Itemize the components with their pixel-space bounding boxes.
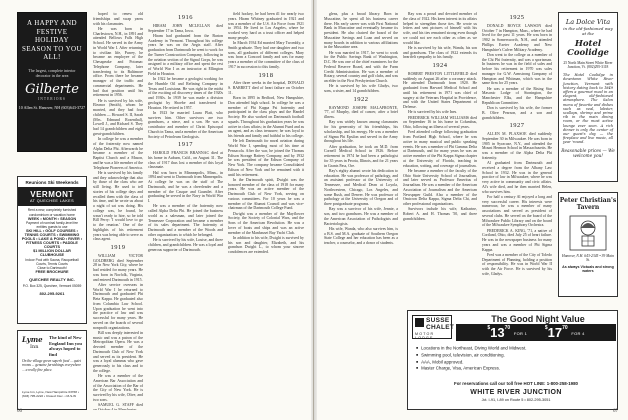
- susse-headline: The Good Night Value: [491, 314, 585, 324]
- lyme-inn-ad[interactable]: [17, 330, 87, 410]
- obituary-paragraph: After graduation, he took an M.D. from Cornell Medical School in 1926. Before retirement in 1974 he had been a pathologist for 35 years in Peoria, Illinois, and for 21 years in Grants Pass, Ore.: [324, 144, 398, 168]
- obituary-paragraph: In March 1934 Ed married Mary Twombly, a Smith graduate. They had one daughter and two sons, all graduates of different colleges. Mary was from a Concord family and was for many years a member of the committee of the class of 1917 in succession to this family.: [228, 41, 304, 69]
- price-1-cents: 70: [504, 325, 511, 331]
- obituary-paragraph: He was married in 1917, he went to work for the Public Savings Bank of Washington, D.C. He was one of the chief examiners for the Federal Reserve Board, and with the Farm Credit Administration. He was a member of Rotary, several country and golf clubs, and was an elder in the First Presbyterian Church.: [324, 50, 398, 83]
- coolidge-line-2: in the old-fashioned way at the: [563, 26, 613, 36]
- quechee-address: P.O. Box 325, Quechee, Vermont 05059: [22, 283, 82, 288]
- obituary-paragraph: He was a member of the American Bar Association and of the Association of the Bar of the City of New York. He is survived by his wife, Olive, and two sons.: [93, 374, 143, 402]
- obituary-paragraph: After service overseas in World War I he returned to Dartmouth and graduated Phi Beta Kappa. He graduated also from Columbia Law School. Upon graduation he went into the practice of law and was successful for many years. He served on the boards of several nonprofit organizations.: [93, 282, 143, 330]
- obituary-paragraph: He is survived by his family and they acknowledge that also by those of the class who are still living. He used to tell stories of his college days and recalled them with the class of his time, and he wrote us about a night of sat was doing. His college was, he found, he wasn't ready to hire, so he told Bill Perry: 'I would love to go to the reunion.' One of the highlights of his retirement years was being able to serve as class agent.: [93, 170, 143, 242]
- quechee-body-8: FREE BROCHURE: [35, 269, 69, 274]
- gilberte-logo: Gilberte: [25, 81, 79, 97]
- susse-feature: ■ Master Charge, Visa, American Express.: [416, 365, 616, 372]
- quechee-body-6: Indoor Pool with Sauna, Racquetball Courts, Tennis Courts: [25, 257, 79, 266]
- susse-location: WHITE RIVER JUNCTION: [470, 389, 562, 396]
- gilberte-address: 10 Allen St. Hanover, NH (603)643-3727: [18, 104, 86, 110]
- class-year-heading: 1922: [353, 95, 369, 103]
- obituary-paragraph: He became a member of the faculty of the Ohio State University School of Journalism, and later served as Professor Emeritus of Journalism. He was a member of the American Association of Journalism and the American Newspaper Guild. Also a member of the Omicron Delta Kappa, Sigma Delta Chi, and other professional organizations.: [403, 168, 477, 206]
- obituary-paragraph: His wife, Wanda, who also survives him, is a B.S. and M.A. graduate of Southern Oregon State College and her education has been as a teacher, a counselor, and a donor of students.: [324, 226, 398, 245]
- obituary-paragraph: In 1922 he became a geologist working for the Humble Oil and Refining Company in Texas and Louisiana. He was right in the midst of the exciting oil discovery times of the 1920s and 1930s. In 1939 he was made a division geologist by Shoebe and transferred to Houston. He retired in 1957.: [148, 77, 223, 110]
- price-2-dollars: 17: [547, 325, 563, 340]
- obituary-paragraph: He was a member of the fraternity now called Alpha Delta Phi. He joined the business world as a salesman, and later joined the Tennessee Corporation and became a member of its sales department. The fraternity at Dartmouth and a member of the Woods and other organizations to which he belonged.: [148, 204, 223, 237]
- quechee-body-7: Close to Dartmouth!: [37, 265, 67, 270]
- obituary-paragraph: He was born in Charlestown, N.H., in 1891 and attended Bellows Falls High School. He served in the Army in World War I. After returning to civilian life, Purrey, he became an employee of the Chesapeake and Potomac Telephone Company, later transferring to its Baltimore office. From there he became manager of the traffic and commercial departments. He had that position until his retirement in 1956.: [93, 26, 143, 98]
- peter-title: Peter Christian's Tavern: [559, 197, 617, 211]
- obituary-paragraph: Don went to the college as a member of the Chi Phi fraternity, and was a sportsman. In business he was in the field of sales and before his retirement in 1970 was sales manager for G.W. Armstrong Company of Hampton and Whitman, which was in the same firm for 25 years.: [482, 52, 552, 86]
- quechee-ad[interactable]: [17, 176, 87, 324]
- susse-chalet-logo: [412, 315, 455, 340]
- gilberte-headline: A HAPPY AND FESTIVE HOLIDAY SEASON TO YOU ALL!: [22, 19, 82, 61]
- coolidge-name: Hotel Coolidge: [567, 38, 609, 58]
- quechee-body-4: SKI HILL • GOLF COURSES • TENNIS COURTS • SWIMMING POOLS • LAKE & POND • RIVER • FITNESS COURTS • PADDLE COURTS: [21, 228, 83, 250]
- quechee-banner-small: AT QUECHEE LAKES: [29, 199, 75, 204]
- coolidge-address: 25 North Main Street White River Junction, Vt. (802)295-3118: [563, 60, 613, 69]
- obituary-paragraph: He left Dartmouth for naval aviation during World War I, spending most of his time at Pensacola. After the war, he joined the Thomas Edison Storage Battery Company, and by 1932 he was president of the Edison Company of New York. The company became Consolidated Edison of New York and he remained with it until his retirement.: [228, 139, 304, 177]
- obituary-paragraph: ROBERT PRESTON LITTLEFIELD died suddenly on August 26 after a coronary attack. He attended Dartmouth from 1920. He graduated from Harvard Medical School and until his retirement in 1971 was chief of surgery at the Veterans Hospital in Providence, and with the United States Department of Defense.: [403, 71, 477, 109]
- left-column-4: [228, 12, 304, 410]
- obituary-paragraph: He is survived by his wife, Wanda, his son and grandsons. The class of 1922 extends its heartfelt sympathy to his family.: [403, 45, 477, 60]
- gilberte-logo-sub: INTERIORS: [38, 96, 66, 101]
- class-year-heading: 1916: [178, 14, 193, 21]
- gilberte-ad[interactable]: [17, 12, 87, 152]
- susse-logo-top: SUSSE: [426, 317, 450, 324]
- price-2-label: FOR 4: [571, 331, 585, 337]
- obituary-paragraph: HIRAM JOHN MCLELLAN died September 17 in Tama, Iowa.: [148, 23, 223, 33]
- quechee-phone: 802-295-9261: [39, 291, 65, 296]
- obituary-paragraph: RAYMOND JOSEPH MALAFRONTE, '77, of Murphy, died of cancer, after a brief illness.: [324, 105, 398, 119]
- obituary-paragraph: FREDERICK WILLIAM WILLIAMS died on September 16 in his home in Columbus, Ohio, following an illness of several years.: [403, 115, 477, 129]
- obituary-paragraph: He was a member of the Rising Star Masonic Lodge of Stonington, the Manchester Elks, and the Hampshire Republican Committee.: [482, 86, 552, 105]
- lyme-headline: The kind of New England Inn you always hoped to find: [49, 335, 82, 357]
- obituary-paragraph: In addition to his wife, Dwight is survived by his son and daughter, Elizabeth, and his grandson Dwight L., to whom your sincere condolences are extended.: [228, 235, 304, 254]
- lyme-copy: On the village green superb food ... quiet rooms ... genuine furnishings everywhere ... a really fine place.: [22, 359, 82, 372]
- peter-subtext: Hanover, N.H. 643-2345 • 39 Main St.: [562, 254, 614, 263]
- susse-feature: ■ Locations in the Northeast, Diving World and Midwest.: [416, 345, 616, 352]
- obituary-paragraph: In 1923 he married Laura Platt, who survives him. Other survivors are two grandsons, a niece, and a son. He was a contributor and member of Christ Episcopal Church in Tama, and a member of the American Society of Petroleum Geologists.: [148, 110, 223, 139]
- class-year-heading: 1927: [509, 122, 525, 130]
- obituary-paragraph: Ray was a survivor of his wife, Jennie, a son, and two grandsons. He was a member of the American Association of Pathologists and Bacteriologists.: [324, 207, 398, 226]
- quechee-top: Reunions Ski Weekends: [25, 180, 79, 185]
- obituary-paragraph: Ray's eighty alumni wrote his dedication to education. He was professor of pathology, and an assistant professor at the University of Tennessee, and Medical Dean at Loyola, Northwestern, Chicago, Los Angeles, and some Rush, and Denver. He was professor of pathology at the University of Oregon and of three postgraduate programs.: [324, 168, 398, 206]
- obituary-paragraph: He is survived by his wife Gladys, two sons, a sister, and 14 grandchildren.: [324, 84, 398, 93]
- obituary-paragraph: In the Dartmouth spirit, Dwight was the honored member of the class of 1918 for many years. He was an active member of the Dartmouth Club of New York, serving on various committees. For 10 years he was a member of the Alumni Council and was vice-chairman of the Dartmouth College Fund.: [228, 177, 304, 211]
- obituary-paragraph: Don is survived by his wife, the former B. Olive Pearson, and a son and grandchildren.: [482, 106, 552, 120]
- susse-prices: [456, 324, 616, 341]
- right-page-number: 67: [613, 409, 618, 414]
- obituary-paragraph: He is survived by his wife, Eleanor (Smith), whom he married, and they had four children — Howard S. II, Sarah (Mrs. Edmund Rosenthal), Lowell J., and Richard S. They had 14 grandchildren and eight great-grandchildren.: [93, 98, 143, 136]
- page-gutter: [311, 0, 317, 420]
- obituary-paragraph: Born in 1895 in Bedford, New Hampshire, Don attended high school. In college he was a member of Phi Kappa Psi fraternity and participated in the class plays and the Handel Society. He also worked on Dartmouth football squads. Throughout his graduation years he was active in class affairs; in the Alumni Fund and as an agent, and as class treasurer; he was loyal to his friends and family and faithful to his college.: [228, 96, 304, 138]
- quechee-company: QUECHEE REALTY INC.: [29, 276, 75, 282]
- hotel-coolidge-ad[interactable]: [558, 12, 618, 182]
- quechee-banner: [18, 187, 86, 206]
- right-page: [314, 0, 628, 420]
- coolidge-footer: Reasonable prices — We welcome you!: [561, 148, 615, 159]
- obituary-paragraph: Fred was a member of the City of Toledo Department of Planning, holding a position of responsibility. He was in World War II with the Air Force. He is survived by his wife, Gladys.: [482, 252, 552, 276]
- quechee-body-1: Rent a new, completely furnished condominium or vacation home: [27, 208, 77, 217]
- price-1-label: FOR 1: [513, 331, 528, 337]
- obituary-paragraph: He is survived by his wife, Louise, and three children, and grandchildren. He was a loyal and generous supporter of Dartmouth.: [148, 238, 223, 252]
- coolidge-body: The Hotel Coolidge in downtown White River Junction, Vermont with history dating back to 1849 offers a gourmet meal in an elegant, old-fashioned atmosphere. The Salon menu of favorite and dishes such as veal, lobster, scallops, shrimp and prime rib in the main dining room, or the most active lounge ever seen. A rich dinner is only the center of our guest's day — the fireplace and live music, all year 'round.: [563, 73, 613, 145]
- lyme-logo-inn: Inn: [30, 344, 39, 350]
- susse-address: Jct. I-91, I-89 on Route 5 • 802-295-3051: [481, 398, 551, 402]
- class-year-heading: 1917: [178, 141, 193, 149]
- chalet-icon: [415, 318, 424, 327]
- obituary-paragraph: Ray was widely known among classmates for his generosity of his friendships, his scholarship, and his energy. He was a member of Sigma Phi Epsilon and served in the Army throughout his life.: [324, 120, 398, 144]
- quechee-body-2: WEEK • MONTH • SEASON: [27, 216, 77, 221]
- susse-reservations: For reservations call our toll free HOT LINE: 1-800-258-1980: [454, 381, 578, 386]
- susse-feature: ■ Swimming pool, television, air conditioning.: [416, 352, 616, 359]
- quechee-body-3: Payment of nominal family-level fee entitles guests to use: [25, 220, 79, 229]
- right-column-2: [403, 12, 477, 305]
- lyme-inn-logo: [22, 335, 48, 355]
- obituary-paragraph: ALLEN M. PLAXSOE died suddenly September 30 in Milwaukee. He was born in 1905 in Syracuse, N.Y., and attended the Mount Hermon School in Massachusetts. He was a member of the Alpha Delta Phi fraternity.: [482, 132, 552, 160]
- obituary-paragraph: glens, plus a broad library. Born in Muscatine, he spent all his business career there. His early career was with First National Bank in Muscatine and eventually became its president. He also chaired the board of the Muscatine Savings and Loan and served on many boards in addition to various affiliations in the Muscatine area.: [324, 12, 398, 50]
- obituary-paragraph: Survivors include his wife, Katharine, Robert A. and H. Thomas '50, and three grandchildren.: [403, 207, 477, 221]
- class-year-heading: 1924: [432, 62, 448, 69]
- obituary-paragraph: For half a century Al enjoyed a long and very successful career. His interests were numerous; he was a member of many associations and served as president of several clubs. He served on the board of the Milwaukee Public Library and on the board of the Milwaukee Symphony Orchestra.: [482, 194, 552, 228]
- obituary-paragraph: He is survived by his wife Ines.: [408, 110, 458, 115]
- obituary-paragraph: Dwight was a member of the Mayflower Society, the Society of Colonial Wars, and the Sons of the American Revolution. He was a lover of boats and ships and was an active member of the Manhasset Bay Yacht Club.: [228, 211, 304, 235]
- susse-chalet-ad[interactable]: [407, 310, 618, 410]
- obituary-paragraph: Al graduated from Dartmouth and received a degree from the Albany Law School in 1932. He was in the general practice of law in Milwaukee, where he was very active in community and civic affairs. Al's wife died, and he then married Helen, who survives him.: [482, 161, 552, 194]
- obituary-paragraph: Ray was a proud and devoted member of the class of 1922. His keen interest in its affairs helped to strengthen those ties. He wrote us letters and sent pictures of himself with his wife, and his ties remained strong even though we could not see each other as often as we would like.: [403, 12, 477, 45]
- obituary-paragraph: DONALD BOYCE LAWSON died October 7 in Hampton, Mass., where he had lived for the past 11 years. He was born in 1902 in Somersworth, N.H., and attended Phillips Exeter Academy and New Hampshire's Culver Military Academy.: [482, 23, 552, 52]
- right-column-3: [482, 12, 552, 305]
- left-column-1: [93, 12, 143, 410]
- obituary-paragraph: In college he was a member of the fraternity now named Alpha Delta Phi. Afterwards he became a member of the Baptist Church and a Mason, and he was a life member of the Telephone Pioneers of America.: [93, 137, 143, 170]
- class-year-heading: 1925: [509, 14, 525, 21]
- susse-logo-inns: MOTOR LODGE: [415, 332, 435, 340]
- price-1-dollars: 13: [490, 325, 505, 340]
- class-year-heading: 1918: [258, 71, 274, 79]
- lyme-logo-name: Lyme: [22, 335, 43, 344]
- obituary-paragraph: Bill was deeply interested in music and was a patron of the Metropolitan Opera. He was a devoted member of the Dartmouth Club of New York and served as its president. He was a loyal alumnus who gave generously to his class and to the college.: [93, 330, 143, 373]
- obituary-paragraph: hoped to renew old friendships and swap yarns with his classmates.: [93, 12, 143, 26]
- obituary-paragraph: Hal was born in Minneapolis, Minn., in 1894 and went to Dartmouth from Minneapolis. At college he was on the staff of The Dartmouth, and he was a cheerleader and a member of the Casque and Gauntlet. After graduating he served in the Navy in World War I.: [148, 170, 223, 203]
- peter-christians-ad[interactable]: [558, 192, 618, 297]
- class-year-heading: 1919: [110, 244, 126, 251]
- obituary-paragraph: HAROLD FRANCIS BRANNAC died at his home in Auburn, Calif., on August 31. The class of 1917 thus lost a member of this loyal classmate.: [148, 151, 223, 170]
- obituary-paragraph: field hockey, he had been ill for nearly two years. Hiram Whitney graduated in 1921 and was a member of the U.S. Air Force from 1921 to 1954. He lived in Los Angeles, where he worked very hard as a trust officer and helped many people.: [228, 12, 304, 40]
- obituary-paragraph: Hiram had graduated from the Barton Academy in Vermont. Throughout his college years he was on the Aegis staff. After graduation from Dartmouth he went to work for the Turner Construction Company, following in the aviation section of the Signal Corps, he was assigned to a military office and spent the rest of World War I as an instructor at Ellington Field in Houston.: [148, 33, 223, 76]
- right-column-1: [324, 12, 398, 410]
- peter-footer: As always Victuals and strong waters: [562, 264, 614, 273]
- obituary-paragraph: After three weeks in the hospital, DONALD S. BARRETT died of heart failure on October 11.: [228, 81, 304, 95]
- price-2-cents: 70: [562, 325, 568, 331]
- coolidge-line-1: La Dolce Vita: [565, 18, 611, 26]
- gilberte-subtext: The largest, complete interior decorator in the area: [28, 67, 76, 78]
- susse-feature: ■ AAA, Mobil approved.: [416, 359, 616, 366]
- price-1: $^{\$}13^{70}$ FOR 1: [487, 325, 528, 340]
- price-2: $^{\$}17^{70}$ FOR 4: [544, 325, 585, 340]
- tavern-illustration-icon: [568, 214, 608, 252]
- left-column-3: [148, 12, 223, 410]
- quechee-banner-big: VERMONT: [30, 190, 74, 200]
- susse-logo-bottom: CHALET: [426, 324, 455, 331]
- susse-features: [416, 345, 616, 372]
- quechee-body-5: $1 MILLION DOLLAR CLUBHOUSE: [33, 249, 71, 258]
- quechee-body: [18, 206, 86, 276]
- obituary-paragraph: WILLIAM VICTOR GOLDBERG died September 28 in New York City, where he had resided for many years. He was born in Norfolk, Virginia, and entered Dartmouth in 1915.: [93, 253, 143, 282]
- left-page-number: 66: [17, 409, 22, 414]
- obituary-paragraph: Fred attended college following graduation from Portland High School, where he was active in many musical and public speaking events. He was a member of Phi Gamma Delta at Dartmouth, and for many years he was an active member of the Phi Kappa Sigma chapter at the University of Florida, teaching in education, writing, and coverage of journalism.: [403, 130, 477, 168]
- lyme-address: Lyme Inn, Lyme, New Hampshire 03768 • (603) 795-2222 • Closed: Dec. • M-S-W: [22, 390, 79, 398]
- obituary-paragraph: FREDERICK A. KING, '71, a native of Cortland, Ohio, died July 25 of heart failure. He was in the newspaper business for many years and was a member of Phi Sigma Kappa.: [482, 228, 552, 252]
- obituary-paragraph: SAMUEL G. STAFF died on October 4 in Manchester.: [93, 403, 143, 410]
